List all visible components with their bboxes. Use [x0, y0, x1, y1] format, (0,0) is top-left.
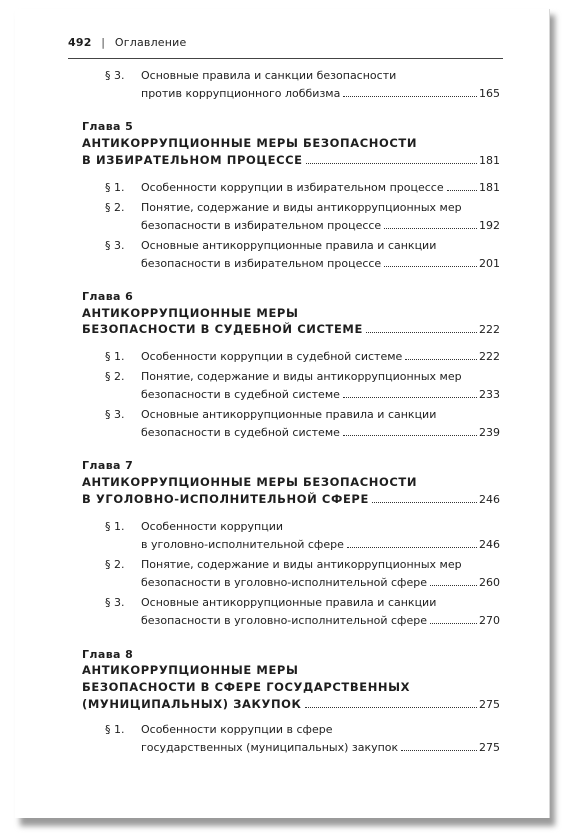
section-title-text: безопасности в уголовно-исполнительной сфере: [141, 576, 427, 589]
section-title-text: Основные правила и санкции безопасности: [141, 69, 397, 82]
dot-leader: [430, 623, 477, 624]
chapter-title-line[interactable]: [82, 322, 500, 336]
section-title-text: безопасности в уголовно-исполнительной сфере: [141, 614, 427, 627]
chapter-title-line[interactable]: [82, 306, 500, 320]
toc-entry-line[interactable]: [141, 87, 500, 100]
section-mark: § 3.: [105, 69, 125, 82]
section-mark: § 2.: [105, 201, 125, 214]
dot-leader: [372, 502, 477, 503]
section-mark: § 3.: [105, 408, 125, 421]
chapter-title-line[interactable]: [82, 697, 500, 711]
toc-entry-line[interactable]: [141, 520, 500, 533]
section-title-text: безопасности в избирательном процессе: [141, 219, 382, 232]
toc-entry-line[interactable]: [141, 723, 500, 736]
dot-leader: [384, 228, 477, 229]
section-mark: § 1.: [105, 181, 125, 194]
dot-leader: [405, 359, 477, 360]
section-title-text: Особенности коррупции в судебной системе: [141, 350, 403, 363]
toc-entry-line[interactable]: [141, 219, 500, 232]
page-number: 275: [479, 741, 500, 754]
section-title-text: Понятие, содержание и виды антикоррупционных мер: [141, 370, 462, 383]
running-header: [68, 36, 503, 49]
chapter-title-text: БЕЗОПАСНОСТИ В СУДЕБНОЙ СИСТЕМЕ: [82, 322, 363, 336]
section-mark: § 2.: [105, 558, 125, 571]
toc-entry-line[interactable]: [141, 408, 500, 421]
section-title-text: Особенности коррупции в сфере: [141, 723, 333, 736]
section-title-text: безопасности в судебной системе: [141, 388, 340, 401]
header-separator: |: [101, 36, 106, 49]
toc-entry-line[interactable]: [141, 350, 500, 363]
dot-leader: [343, 397, 477, 398]
page-number: 270: [479, 614, 500, 627]
page-number: 275: [479, 698, 500, 711]
section-title-text: Понятие, содержание и виды антикоррупционных мер: [141, 558, 462, 571]
chapter-label: Глава 8: [82, 648, 134, 661]
section-title-text: в уголовно-исполнительной сфере: [141, 538, 344, 551]
toc-entry-line[interactable]: [141, 388, 500, 401]
section-title-text: Особенности коррупции: [141, 520, 284, 533]
chapter-title-line[interactable]: [82, 136, 500, 150]
toc-entry-line[interactable]: [141, 181, 500, 194]
header-title: Оглавление: [114, 36, 187, 49]
dot-leader: [366, 332, 477, 333]
section-mark: § 1.: [105, 520, 125, 533]
dot-leader: [384, 266, 477, 267]
dot-leader: [347, 547, 477, 548]
dot-leader: [305, 707, 477, 708]
toc-entry-line[interactable]: [141, 257, 500, 270]
chapter-title-text: АНТИКОРРУПЦИОННЫЕ МЕРЫ: [82, 663, 299, 677]
chapter-title-text: В УГОЛОВНО-ИСПОЛНИТЕЛЬНОЙ СФЕРЕ: [82, 492, 369, 506]
page-number: 222: [479, 350, 500, 363]
chapter-label: Глава 6: [82, 290, 134, 303]
chapter-title-text: В ИЗБИРАТЕЛЬНОМ ПРОЦЕССЕ: [82, 153, 303, 167]
section-title-text: государственных (муниципальных) закупок: [141, 741, 399, 754]
toc-entry-line[interactable]: [141, 576, 500, 589]
chapter-title-text: АНТИКОРРУПЦИОННЫЕ МЕРЫ БЕЗОПАСНОСТИ: [82, 475, 418, 489]
dot-leader: [343, 435, 477, 436]
toc-entry-line[interactable]: [141, 239, 500, 252]
dot-leader: [447, 190, 477, 191]
dot-leader: [306, 163, 477, 164]
section-mark: § 1.: [105, 723, 125, 736]
toc-entry-line[interactable]: [141, 69, 500, 82]
toc-entry-line[interactable]: [141, 614, 500, 627]
header-page-number: 492: [68, 36, 92, 49]
section-title-text: Основные антикоррупционные правила и санкции: [141, 239, 437, 252]
dot-leader: [430, 585, 477, 586]
section-mark: § 2.: [105, 370, 125, 383]
section-title-text: Основные антикоррупционные правила и санкции: [141, 408, 437, 421]
page-number: 260: [479, 576, 500, 589]
page-number: 239: [479, 426, 500, 439]
section-mark: § 3.: [105, 596, 125, 609]
chapter-title-line[interactable]: [82, 475, 500, 489]
section-title-text: Основные антикоррупционные правила и санкции: [141, 596, 437, 609]
toc-entry-line[interactable]: [141, 741, 500, 754]
chapter-label: Глава 5: [82, 120, 134, 133]
section-title-text: Понятие, содержание и виды антикоррупционных мер: [141, 201, 462, 214]
section-title-text: против коррупционного лоббизма: [141, 87, 341, 100]
chapter-title-text: (МУНИЦИПАЛЬНЫХ) ЗАКУПОК: [82, 697, 302, 711]
chapter-title-line[interactable]: [82, 153, 500, 167]
section-mark: § 3.: [105, 239, 125, 252]
chapter-title-line[interactable]: [82, 663, 500, 677]
toc-entry-line[interactable]: [141, 538, 500, 551]
toc-entry-line[interactable]: [141, 596, 500, 609]
page-number: 233: [479, 388, 500, 401]
page-number: 246: [479, 538, 500, 551]
page-number: 222: [479, 323, 500, 336]
section-mark: § 1.: [105, 350, 125, 363]
chapter-title-text: БЕЗОПАСНОСТИ В СФЕРЕ ГОСУДАРСТВЕННЫХ: [82, 680, 411, 694]
page-number: 181: [479, 181, 500, 194]
chapter-title-text: АНТИКОРРУПЦИОННЫЕ МЕРЫ БЕЗОПАСНОСТИ: [82, 136, 418, 150]
toc-entry-line[interactable]: [141, 426, 500, 439]
header-rule: [68, 58, 503, 59]
page-number: 201: [479, 257, 500, 270]
dot-leader: [401, 750, 477, 751]
dot-leader: [343, 96, 477, 97]
toc-entry-line[interactable]: [141, 370, 500, 383]
chapter-title-line[interactable]: [82, 492, 500, 506]
page-number: 181: [479, 154, 500, 167]
section-title-text: безопасности в избирательном процессе: [141, 257, 382, 270]
section-title-text: безопасности в судебной системе: [141, 426, 340, 439]
chapter-title-line[interactable]: [82, 680, 500, 694]
page-number: 165: [479, 87, 500, 100]
page-number: 246: [479, 493, 500, 506]
chapter-title-text: АНТИКОРРУПЦИОННЫЕ МЕРЫ: [82, 306, 299, 320]
chapter-label: Глава 7: [82, 459, 134, 472]
section-title-text: Особенности коррупции в избирательном процессе: [141, 181, 444, 194]
page-number: 192: [479, 219, 500, 232]
toc-entry-line[interactable]: [141, 201, 500, 214]
toc-entry-line[interactable]: [141, 558, 500, 571]
